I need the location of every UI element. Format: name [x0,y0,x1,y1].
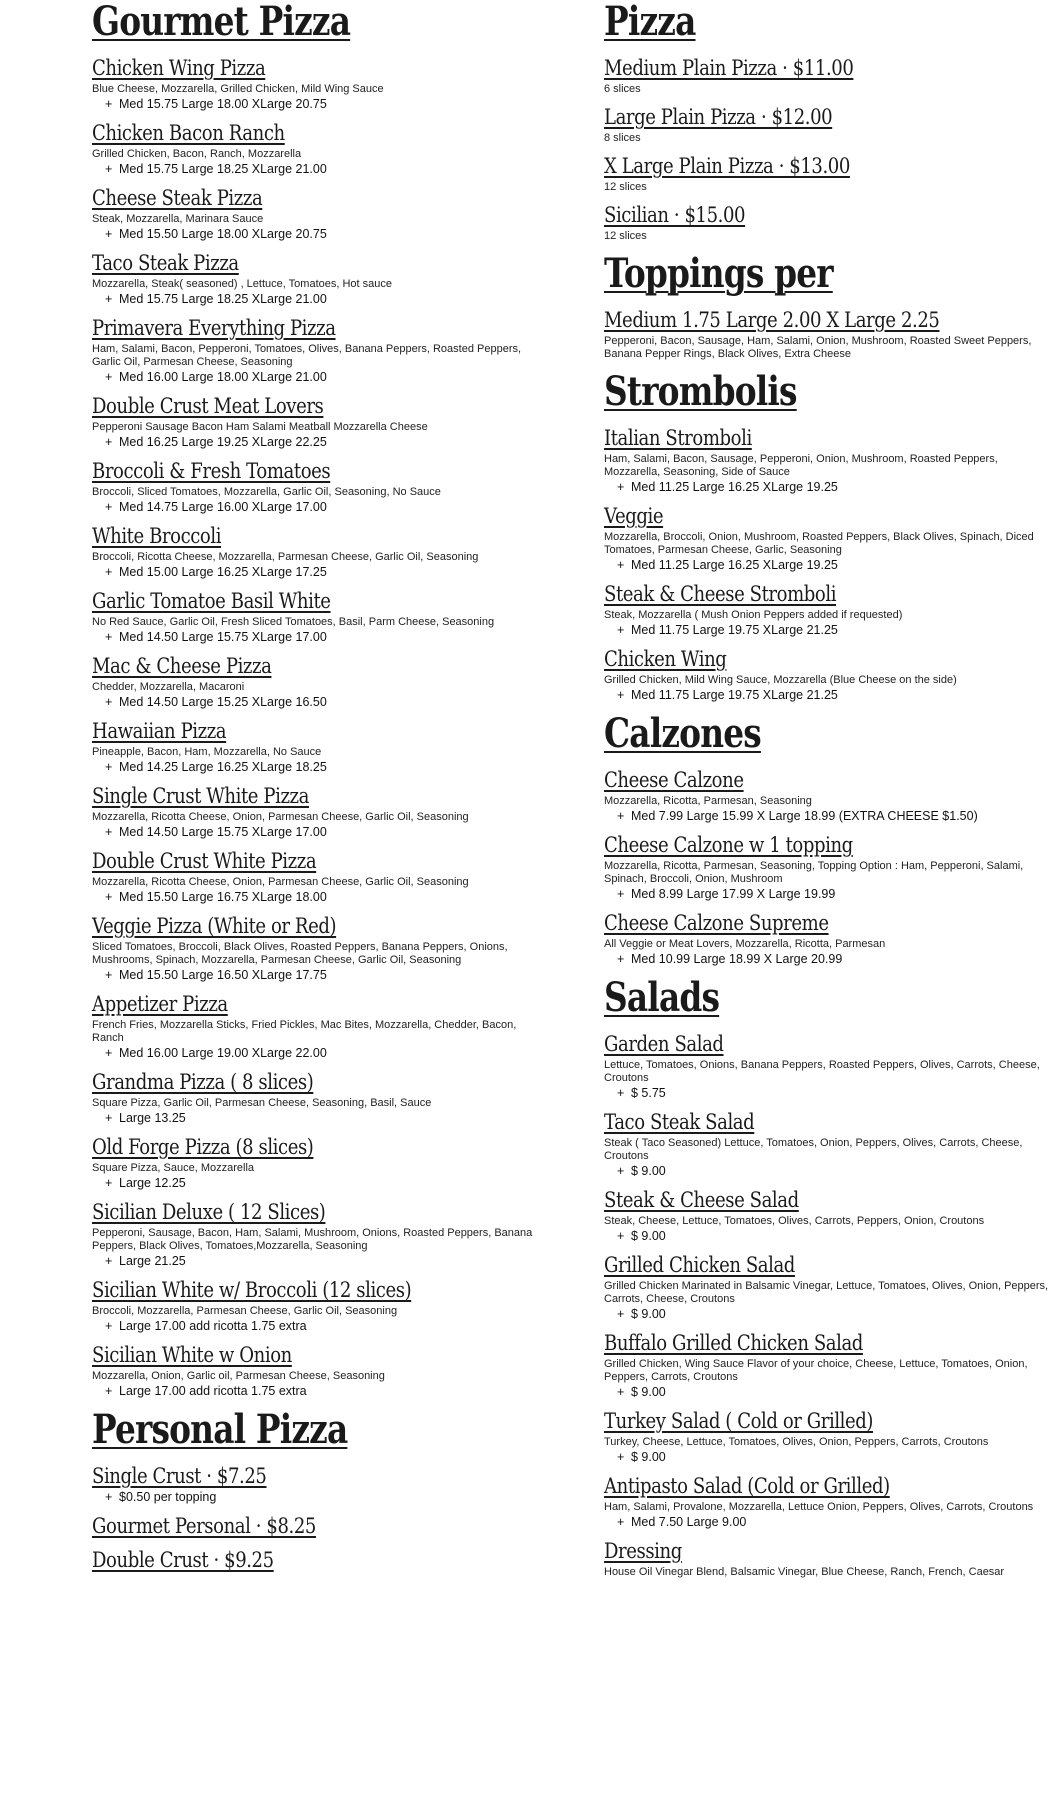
menu-item [604,504,1054,573]
menu-item-price-text: Med 8.99 Large 17.99 X Large 19.99 [631,887,836,901]
menu-item-name: Hawaiian Pizza [92,719,227,743]
menu-item-name: Single Crust · $7.25 [92,1464,267,1488]
menu-item-name: Chicken Wing Pizza [92,56,266,80]
plus-icon: + [105,1490,113,1504]
menu-item-description: All Veggie or Meat Lovers, Mozzarella, Ricotta, Parmesan [604,938,886,950]
menu-item-price [105,968,547,983]
menu-item-price-text: Med 16.00 Large 18.00 XLarge 21.00 [119,370,327,384]
menu-item-description: Steak ( Taco Seasoned) Lettuce, Tomatoes, Onion, Peppers, Olives, Carrots, Cheese, Croutons [604,1137,1023,1162]
menu-item-price [617,1086,1054,1101]
menu-item [92,589,547,645]
menu-item [92,1464,547,1505]
menu-item-name: Medium Plain Pizza · $11.00 [604,56,854,80]
menu-item-price [105,890,547,905]
menu-item-price-text: Med 7.50 Large 9.00 [631,1515,747,1529]
menu-item-name: Double Crust White Pizza [92,849,317,873]
menu-item [92,784,547,840]
menu-item-price [105,565,547,580]
menu-item [92,121,547,177]
plus-icon: + [105,1176,113,1190]
menu-item-description: No Red Sauce, Garlic Oil, Fresh Sliced Tomatoes, Basil, Parm Cheese, Seasoning [92,616,495,628]
menu-item-price-text: $ 9.00 [631,1164,666,1178]
plus-icon: + [105,1384,113,1398]
menu-item-price [105,1384,547,1399]
menu-item-price [617,1307,1054,1322]
plus-icon: + [105,1111,113,1125]
menu-item-price-text: Large 17.00 add ricotta 1.75 extra [119,1384,307,1398]
menu-item-description: Mozzarella, Ricotta Cheese, Onion, Parmesan Cheese, Garlic Oil, Seasoning [92,811,469,823]
menu-item-name: Gourmet Personal · $8.25 [92,1514,316,1538]
menu-item-price [617,623,1054,638]
plus-icon: + [617,1450,625,1464]
menu-item [92,1343,547,1399]
menu-item [92,316,547,385]
menu-item-price [617,1164,1054,1179]
plus-icon: + [617,952,625,966]
menu-item-name: Grilled Chicken Salad [604,1253,795,1277]
menu-item-price-text: Med 14.75 Large 16.00 XLarge 17.00 [119,500,327,514]
menu-item-price-text: $ 9.00 [631,1307,666,1321]
menu-item-description: Grilled Chicken, Mild Wing Sauce, Mozzarella (Blue Cheese on the side) [604,674,957,686]
menu-item-name: X Large Plain Pizza · $13.00 [604,154,850,178]
menu-item-price-text: Med 15.50 Large 18.00 XLarge 20.75 [119,227,327,241]
menu-item-name: Sicilian · $15.00 [604,203,746,227]
menu-item [92,719,547,775]
menu-item-price [105,227,547,242]
menu-item-description: 6 slices [604,83,641,95]
menu-item-description: French Fries, Mozzarella Sticks, Fried Pickles, Mac Bites, Mozzarella, Chedder, Bacon, Ranch [92,1019,517,1044]
menu-item-price-text: Med 14.50 Large 15.75 XLarge 17.00 [119,825,327,839]
plus-icon: + [105,1319,113,1333]
menu-item-price-text: Med 10.99 Large 18.99 X Large 20.99 [631,952,843,966]
plus-icon: + [617,1086,625,1100]
plus-icon: + [617,623,625,637]
menu-item-description: 8 slices [604,132,641,144]
menu-item-name: Dressing [604,1539,682,1563]
menu-item-price-text: Med 15.50 Large 16.75 XLarge 18.00 [119,890,327,904]
menu-item-price [105,1111,547,1126]
menu-item-price-text: $ 9.00 [631,1450,666,1464]
menu-item-price [105,1319,547,1334]
menu-item-name: Primavera Everything Pizza [92,316,336,340]
menu-item [92,394,547,450]
plus-icon: + [105,97,113,111]
menu-item-description: Broccoli, Ricotta Cheese, Mozzarella, Parmesan Cheese, Garlic Oil, Seasoning [92,551,479,563]
menu-item-price [617,887,1054,902]
menu-item-description: Blue Cheese, Mozzarella, Grilled Chicken, Mild Wing Sauce [92,83,384,95]
menu-item-description: Pepperoni Sausage Bacon Ham Salami Meatball Mozzarella Cheese [92,421,428,433]
menu-item-name: Steak & Cheese Salad [604,1188,799,1212]
toppings-list [604,308,1054,361]
menu-item-name: Veggie [604,504,664,528]
menu-item-description: Steak, Mozzarella ( Mush Onion Peppers added if requested) [604,609,903,621]
menu-item-name: Cheese Calzone Supreme [604,911,829,935]
plus-icon: + [105,760,113,774]
menu-item-price [617,480,1054,495]
menu-item-price-text: $0.50 per topping [119,1490,217,1504]
menu-item-name: Cheese Calzone [604,768,744,792]
menu-item [604,308,1054,361]
menu-item [604,1110,1054,1179]
menu-item-description: Ham, Salami, Provalone, Mozzarella, Lettuce Onion, Peppers, Olives, Carrots, Croutons [604,1501,1034,1513]
menu-item [604,911,1054,967]
menu-item-name: Old Forge Pizza (8 slices) [92,1135,314,1159]
menu-item-price [617,809,1054,824]
plus-icon: + [105,968,113,982]
pizza-title: Pizza [604,0,696,45]
menu-item [92,1278,547,1334]
menu-item-price [617,952,1054,967]
menu-item-name: Garlic Tomatoe Basil White [92,589,331,613]
menu-item-price-text: $ 5.75 [631,1086,666,1100]
left-column [92,0,547,1582]
salads-title: Salads [604,974,720,1021]
menu-item-description: Mozzarella, Ricotta Cheese, Onion, Parmesan Cheese, Garlic Oil, Seasoning [92,876,469,888]
menu-item-price [105,825,547,840]
menu-item-price [617,558,1054,573]
menu-item-price [105,695,547,710]
plus-icon: + [105,500,113,514]
menu-item-price-text: Large 12.25 [119,1176,186,1190]
menu-item [92,56,547,112]
menu-item-name: Chicken Bacon Ranch [92,121,285,145]
menu-item-name: Italian Stromboli [604,426,752,450]
menu-item-price [105,370,547,385]
menu-item [92,1135,547,1191]
menu-item-name: Taco Steak Salad [604,1110,755,1134]
right-column [604,0,1054,1588]
menu-item [604,105,1054,145]
menu-item-name: Double Crust · $9.25 [92,1548,274,1572]
menu-item-price-text: Med 15.75 Large 18.25 XLarge 21.00 [119,162,327,176]
plus-icon: + [617,1164,625,1178]
menu-item-price-text: $ 9.00 [631,1385,666,1399]
menu-item-name: Large Plain Pizza · $12.00 [604,105,833,129]
menu-item-description: 12 slices [604,230,647,242]
menu-item-description: Square Pizza, Sauce, Mozzarella [92,1162,255,1174]
plus-icon: + [105,292,113,306]
menu-item-price-text: Large 17.00 add ricotta 1.75 extra [119,1319,307,1333]
menu-item-name: Appetizer Pizza [92,992,228,1016]
plus-icon: + [105,565,113,579]
menu-item-name: Single Crust White Pizza [92,784,309,808]
menu-item-description: Ham, Salami, Bacon, Pepperoni, Tomatoes, Olives, Banana Peppers, Roasted Peppers, Garlic Oil, Parmesan Cheese, Seasoning [92,343,522,368]
menu-item [604,1188,1054,1244]
menu-item-price-text: Med 15.75 Large 18.00 XLarge 20.75 [119,97,327,111]
menu-item [604,1032,1054,1101]
menu-item-description: Mozzarella, Steak( seasoned) , Lettuce, Tomatoes, Hot sauce [92,278,393,290]
menu-item-name: Mac & Cheese Pizza [92,654,272,678]
menu-item-description: Mozzarella, Onion, Garlic oil, Parmesan Cheese, Seasoning [92,1370,385,1382]
menu-item [92,1514,547,1539]
menu-item-name: Cheese Steak Pizza [92,186,263,210]
menu-item-description: Steak, Cheese, Lettuce, Tomatoes, Olives, Carrots, Peppers, Onion, Croutons [604,1215,985,1227]
menu-item-price [105,1254,547,1269]
menu-item [92,186,547,242]
menu-item [604,647,1054,703]
menu-item-price [105,1176,547,1191]
menu-item-price-text: Med 15.50 Large 16.50 XLarge 17.75 [119,968,327,982]
menu-item [604,56,1054,96]
menu-item-description: House Oil Vinegar Blend, Balsamic Vinegar, Blue Cheese, Ranch, French, Caesar [604,1566,1005,1578]
menu-item-price-text: Med 11.75 Large 19.75 XLarge 21.25 [631,688,838,702]
menu-item [92,992,547,1061]
menu-item-description: Mozzarella, Broccoli, Onion, Mushroom, Roasted Peppers, Black Olives, Spinach, Diced Tomatoes, Parmesan Cheese, Garlic, Seasoning [604,531,1034,556]
menu-item-name: Medium 1.75 Large 2.00 X Large 2.25 [604,308,940,332]
plus-icon: + [105,630,113,644]
menu-item [92,1548,547,1573]
menu-item-description: Mozzarella, Ricotta, Parmesan, Seasoning [604,795,812,807]
plus-icon: + [105,1046,113,1060]
plus-icon: + [105,227,113,241]
menu-item-name: Broccoli & Fresh Tomatoes [92,459,331,483]
plus-icon: + [105,435,113,449]
strombolis-list [604,426,1054,703]
plus-icon: + [105,695,113,709]
plus-icon: + [105,1254,113,1268]
menu-item-description: Square Pizza, Garlic Oil, Parmesan Cheese, Seasoning, Basil, Sauce [92,1097,432,1109]
menu-item-description: Pepperoni, Sausage, Bacon, Ham, Salami, Mushroom, Onions, Roasted Peppers, Banana Peppers, Black Olives, Tomatoes,Mozzarella, Seasoning [92,1227,533,1252]
menu-item-name: Sicilian White w/ Broccoli (12 slices) [92,1278,412,1302]
menu-item-price-text: Large 21.25 [119,1254,186,1268]
menu-item-price [617,1385,1054,1400]
menu-item [604,154,1054,194]
strombolis-title: Strombolis [604,368,797,415]
menu-item-name: Sicilian White w Onion [92,1343,292,1367]
menu-item-price [105,435,547,450]
menu-item-price-text: Med 16.00 Large 19.00 XLarge 22.00 [119,1046,327,1060]
menu-item-price-text: Med 14.25 Large 16.25 XLarge 18.25 [119,760,327,774]
plus-icon: + [105,825,113,839]
menu-item-price-text: Med 11.25 Large 16.25 XLarge 19.25 [631,558,838,572]
menu-item-name: Double Crust Meat Lovers [92,394,324,418]
menu-item-name: Taco Steak Pizza [92,251,239,275]
menu-item-name: Buffalo Grilled Chicken Salad [604,1331,863,1355]
menu-item [604,768,1054,824]
menu-item-description: Grilled Chicken, Bacon, Ranch, Mozzarella [92,148,302,160]
plus-icon: + [617,809,625,823]
personal-pizza-list [92,1464,547,1573]
menu-item [604,203,1054,243]
menu-item-price-text: Med 14.50 Large 15.25 XLarge 16.50 [119,695,327,709]
menu-item-price-text: Med 15.75 Large 18.25 XLarge 21.00 [119,292,327,306]
menu-item [92,849,547,905]
menu-item [604,1474,1054,1530]
plus-icon: + [617,887,625,901]
menu-item-price-text: Med 15.00 Large 16.25 XLarge 17.25 [119,565,327,579]
menu-item-description: Grilled Chicken Marinated in Balsamic Vinegar, Lettuce, Tomatoes, Olives, Onion, Peppers, Carrots, Cheese, Croutons [604,1280,1049,1305]
menu-item-price-text: Med 14.50 Large 15.75 XLarge 17.00 [119,630,327,644]
menu-item-price [105,1490,547,1505]
menu-item [604,833,1054,902]
menu-item-price [105,292,547,307]
plus-icon: + [617,1515,625,1529]
menu-item [604,582,1054,638]
menu-item-price [617,1229,1054,1244]
menu-item-description: Chedder, Mozzarella, Macaroni [92,681,245,693]
salads-list [604,1032,1054,1579]
plus-icon: + [617,1229,625,1243]
menu-item-name: Chicken Wing [604,647,727,671]
menu-item-description: Ham, Salami, Bacon, Sausage, Pepperoni, Onion, Mushroom, Roasted Peppers, Mozzarella, Seasoning, Side of Sauce [604,453,998,478]
menu-item-price [617,1515,1054,1530]
menu-item [604,1331,1054,1400]
menu-item [92,524,547,580]
menu-item [604,1253,1054,1322]
menu-item-price [105,1046,547,1061]
menu-item-name: Cheese Calzone w 1 topping [604,833,853,857]
menu-item-name: Steak & Cheese Stromboli [604,582,837,606]
gourmet-pizza-title: Gourmet Pizza [92,0,351,45]
menu-item-description: 12 slices [604,181,647,193]
menu-item [92,654,547,710]
menu-item [92,1200,547,1269]
menu-item-price [105,500,547,515]
menu-item-price [105,162,547,177]
menu-item-description: Pineapple, Bacon, Ham, Mozzarella, No Sauce [92,746,322,758]
menu-item-name: Garden Salad [604,1032,724,1056]
menu-item-price-text: Med 11.25 Large 16.25 XLarge 19.25 [631,480,838,494]
menu-item-description: Broccoli, Mozzarella, Parmesan Cheese, Garlic Oil, Seasoning [92,1305,398,1317]
menu-item-name: Turkey Salad ( Cold or Grilled) [604,1409,874,1433]
pizza-list [604,56,1054,243]
menu-item-price-text: $ 9.00 [631,1229,666,1243]
menu-item-description: Sliced Tomatoes, Broccoli, Black Olives, Roasted Peppers, Banana Peppers, Onions, Mushrooms, Spinach, Mozzarella, Parmesan Cheese, Garlic Oil, Seasoning [92,941,508,966]
calzones-list [604,768,1054,967]
menu-item-name: Sicilian Deluxe ( 12 Slices) [92,1200,326,1224]
menu-item-description: Pepperoni, Bacon, Sausage, Ham, Salami, Onion, Mushroom, Roasted Sweet Peppers, Banana Pepper Rings, Black Olives, Extra Cheese [604,335,1032,360]
menu-item [92,251,547,307]
menu-item [604,426,1054,495]
menu-item-name: White Broccoli [92,524,222,548]
menu-item-description: Turkey, Cheese, Lettuce, Tomatoes, Olives, Onion, Peppers, Carrots, Croutons [604,1436,989,1448]
menu-item-price [617,688,1054,703]
menu-item [92,459,547,515]
plus-icon: + [105,370,113,384]
menu-item [92,914,547,983]
menu-item [604,1539,1054,1579]
menu-item-description: Grilled Chicken, Wing Sauce Flavor of your choice, Cheese, Lettuce, Tomatoes, Onion, Peppers, Carrots, Croutons [604,1358,1028,1383]
menu-item-price [105,97,547,112]
menu-item [604,1409,1054,1465]
plus-icon: + [617,480,625,494]
menu-item-price-text: Med 7.99 Large 15.99 X Large 18.99 (EXTRA CHEESE $1.50) [631,809,978,823]
plus-icon: + [617,558,625,572]
menu-item-price [105,760,547,775]
menu-item-price-text: Large 13.25 [119,1111,186,1125]
menu-item [92,1070,547,1126]
plus-icon: + [105,890,113,904]
menu-item-name: Grandma Pizza ( 8 slices) [92,1070,314,1094]
menu-item-name: Antipasto Salad (Cold or Grilled) [604,1474,890,1498]
plus-icon: + [617,688,625,702]
plus-icon: + [617,1307,625,1321]
menu-item-price-text: Med 11.75 Large 19.75 XLarge 21.25 [631,623,838,637]
menu-item-description: Mozzarella, Ricotta, Parmesan, Seasoning, Topping Option : Ham, Pepperoni, Salami, Spinach, Broccoli, Onion, Mushroom [604,860,1024,885]
gourmet-pizza-list [92,56,547,1399]
plus-icon: + [617,1385,625,1399]
plus-icon: + [105,162,113,176]
calzones-title: Calzones [604,710,761,757]
menu-item-description: Broccoli, Sliced Tomatoes, Mozzarella, Garlic Oil, Seasoning, No Sauce [92,486,441,498]
personal-pizza-title: Personal Pizza [92,1406,348,1453]
menu-item-name: Veggie Pizza (White or Red) [92,914,337,938]
toppings-title: Toppings per [604,250,833,297]
menu-item-description: Steak, Mozzarella, Marinara Sauce [92,213,264,225]
menu-item-price-text: Med 16.25 Large 19.25 XLarge 22.25 [119,435,327,449]
menu-item-price [105,630,547,645]
menu-item-description: Lettuce, Tomatoes, Onions, Banana Peppers, Roasted Peppers, Olives, Carrots, Cheese, Croutons [604,1059,1040,1084]
menu-item-price [617,1450,1054,1465]
